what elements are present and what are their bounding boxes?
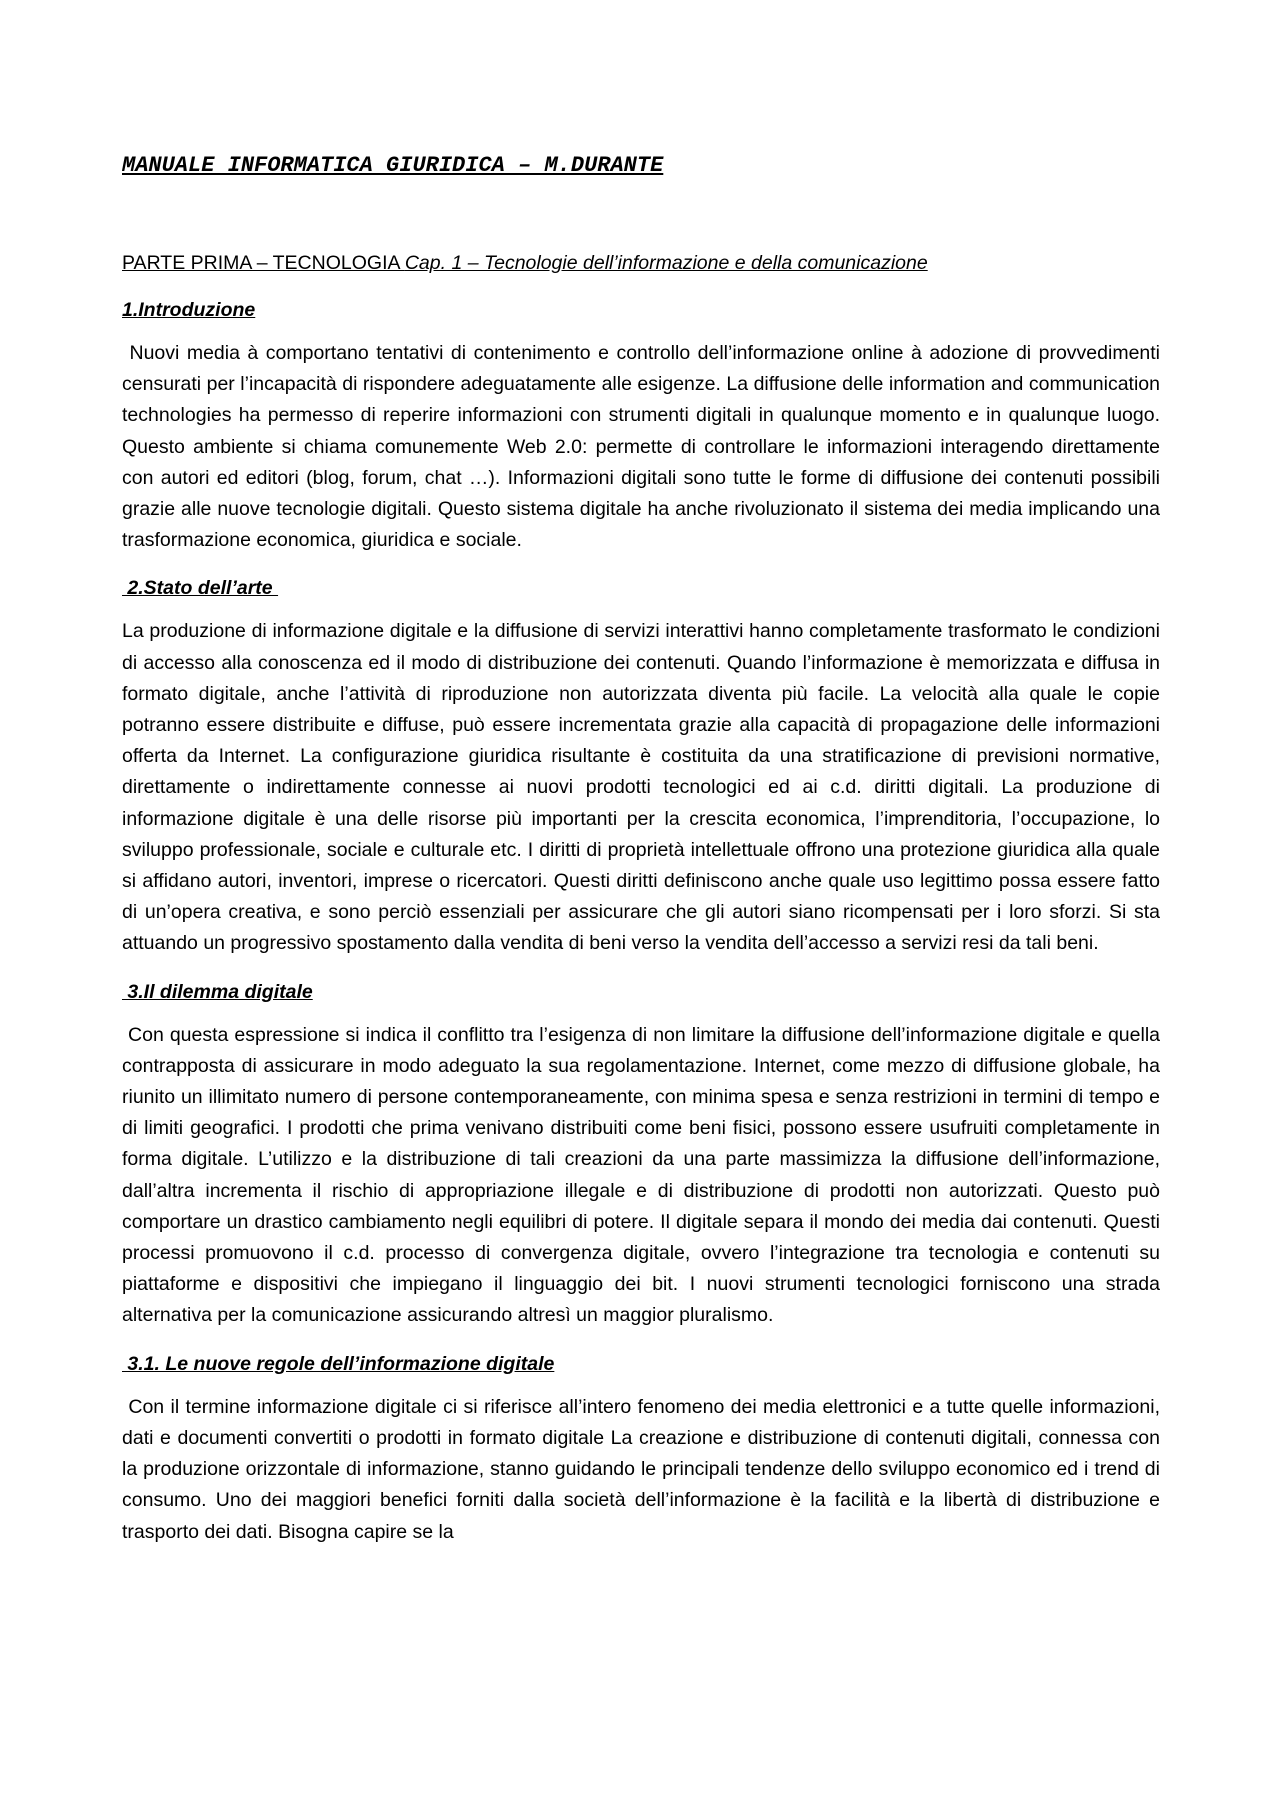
part-heading xyxy=(122,248,1160,278)
part-heading-prefix: PARTE PRIMA – TECNOLOGIA xyxy=(122,252,405,274)
section-heading: 3.Il dilemma digitale xyxy=(122,980,313,1003)
document-body xyxy=(122,150,1166,1560)
section-heading: 1.Introduzione xyxy=(122,299,256,321)
chapter-heading: Cap. 1 – Tecnologie dell’informazione e della comunicazione xyxy=(404,252,928,274)
section-paragraph: Con il termine informazione digitale ci si riferisce all’intero fenomeno dei media elettronici e a tutte quelle informazioni, dati e documenti convertiti o prodotti in formato digitale La creazione e distribuzione di contenuti digitali, connessa con la produzione orizzontale di informazione, stanno guidando le principali tendenze dello sviluppo economico ed i trend di consumo. Uno dei maggiori benefici forniti dalla società dell’informazione è la facilità e la libertà di distribuzione e trasporto dei dati. Bisogna capire se la xyxy=(122,1395,1166,1543)
document-title: MANUALE INFORMATICA GIURIDICA – M.DURANTE xyxy=(122,153,664,178)
section-heading: 2.Stato dell’arte xyxy=(122,577,279,600)
section-heading: 3.1. Le nuove regole dell’informazione digitale xyxy=(122,1352,555,1375)
section-paragraph: La produzione di informazione digitale e la diffusione di servizi interattivi hanno completamente trasformato le condizioni di accesso alla conoscenza ed il modo di distribuzione dei contenuti. Quando l’informazione è memorizzata e diffusa in formato digitale, anche l’attività di riproduzione non autorizzata diventa più facile. La velocità alla quale le copie potranno essere distribuite e diffuse, può essere incrementata grazie alla capacità di propagazione delle informazioni offerta da Internet. La configurazione giuridica risultante è costituita da una stratificazione di previsioni normative, direttamente o indirettamente connesse ai nuovi prodotti tecnologici ed ai c.d. diritti digitali. La produzione di informazione digitale è una delle risorse più importanti per la crescita economica, l’imprenditoria, l’occupazione, lo sviluppo professionale, sociale e culturale etc. I diritti di proprietà intellettuale offrono una protezione giuridica alla quale si affidano autori, inventori, imprese o ricercatori. Questi diritti definiscono anche quale uso legittimo possa essere fatto di un’opera creativa, e sono perciò essenziali per assicurare che gli autori siano ricompensati per i loro sforzi. Si sta attuando un progressivo spostamento dalla vendita di beni verso la vendita dell’accesso a servizi resi da tali beni. xyxy=(122,620,1166,955)
section-paragraph: Con questa espressione si indica il conflitto tra l’esigenza di non limitare la diffusione dell’informazione digitale e quella contrapposta di assicurare in modo adeguato la sua regolamentazione. Internet, come mezzo di diffusione globale, ha riunito un illimitato numero di persone contemporaneamente, con minima spesa e senza restrizioni in termini di tempo e di limiti geografici. I prodotti che prima venivano distribuiti come beni fisici, possono essere usufruiti completamente in forma digitale. L’utilizzo e la distribuzione di tali creazioni da una parte massimizza la diffusione dell’informazione, dall’altra incrementa il rischio di appropriazione illegale e di distribuzione di prodotti non autorizzati. Questo può comportare un drastico cambiamento negli equilibri di potere. Il digitale separa il mondo dei media dai contenuti. Questi processi promuovono il c.d. processo di convergenza digitale, ovvero l’integrazione tra tecnologia e contenuti su piattaforme e dispositivi che impiegano il linguaggio dei bit. I nuovi strumenti tecnologici forniscono una strada alternativa per la comunicazione assicurando altresì un maggior pluralismo. xyxy=(122,1023,1166,1327)
section-paragraph: Nuovi media à comportano tentativi di contenimento e controllo dell’informazione online à adozione di provvedimenti censurati per l’incapacità di rispondere adeguatamente alle esigenze. La diffusione delle information and communication technologies ha permesso di reperire informazioni con strumenti digitali in qualunque momento e in qualunque luogo. Questo ambiente si chiama comunemente Web 2.0: permette di controllare le informazioni interagendo direttamente con autori ed editori (blog, forum, chat …). Informazioni digitali sono tutte le forme di diffusione dei contenuti possibili grazie alle nuove tecnologie digitali. Questo sistema digitale ha anche rivoluzionato il sistema dei media implicando una trasformazione economica, giuridica e sociale. xyxy=(122,342,1166,552)
